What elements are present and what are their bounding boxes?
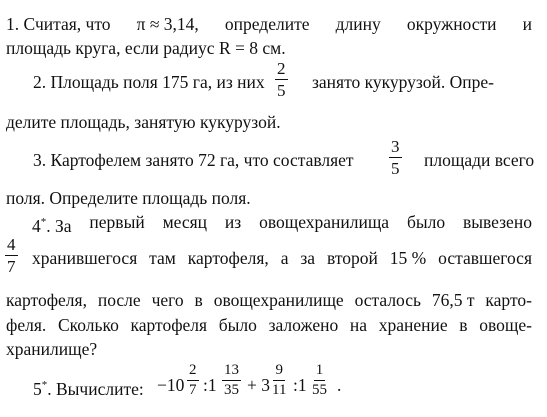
problem-4-fraction (5, 236, 18, 275)
expr-op-1: :1 (203, 375, 217, 395)
word: месяц (162, 212, 208, 232)
problem-3-text-b: площади всего (424, 150, 535, 170)
word: хранение (378, 315, 448, 335)
fraction-numerator: 13 (222, 363, 241, 381)
expr-fraction-1 (187, 363, 199, 398)
fraction-numerator: 2 (187, 363, 199, 381)
word: после (97, 290, 141, 310)
problem-number: 4 (32, 215, 41, 236)
word: в (459, 315, 468, 335)
fraction-denominator: 5 (391, 159, 400, 178)
word: а (280, 248, 289, 268)
word: в (194, 290, 203, 310)
word: окружности (406, 14, 497, 34)
expr-op-3: :1 (293, 375, 307, 395)
problem-2-text-b: занято кукурузой. Опре- (312, 72, 494, 92)
fraction-denominator: 5 (277, 81, 286, 100)
problem-1-line-2: площадь круга, если радиус R = 8 см. (6, 38, 286, 58)
fraction-denominator: 35 (224, 382, 239, 398)
fraction-numerator: 9 (273, 363, 285, 381)
problem-2-text-a: 2. Площадь поля 175 га, из них (33, 72, 265, 92)
word: было (218, 315, 257, 335)
word: картофеля (130, 315, 208, 335)
word: . За (46, 215, 72, 236)
problem-2-line-2: делите площадь, занятую кукурузой. (6, 112, 281, 132)
expr-fraction-2 (222, 363, 241, 398)
expr-minus-ten: −10 (157, 375, 185, 395)
word: овощехранилище (213, 290, 344, 310)
problem-3-text-a: 3. Картофелем занято 72 га, что составляет (33, 150, 354, 170)
word: за (300, 248, 316, 268)
word: π ≈ 3,14, (136, 14, 199, 34)
fraction-denominator: 7 (7, 257, 16, 276)
fraction-numerator: 2 (277, 59, 286, 78)
word: 15 % (389, 248, 427, 268)
word: заложено (268, 315, 339, 335)
word: там (149, 248, 176, 268)
word: 1. Считая, что (6, 14, 111, 34)
problem-3-fraction (389, 138, 402, 177)
expr-end-period: . (337, 375, 342, 395)
word: картофеля, (6, 290, 87, 310)
expr-fraction-3 (272, 363, 286, 398)
fraction-denominator: 11 (272, 382, 287, 398)
fraction-numerator: 1 (314, 363, 326, 381)
star-mark: * (41, 379, 48, 391)
word: картофеля, (187, 248, 269, 268)
word: и (522, 14, 532, 34)
word: хранившегося (32, 248, 138, 268)
word: оставшегося (438, 248, 532, 268)
problem-4-line-5: хранилище? (6, 339, 98, 359)
expr-op-2: + 3 (247, 375, 270, 395)
instruction: . Вычислите: (47, 378, 144, 399)
expr-fraction-4 (312, 363, 327, 398)
word: овоще- (479, 315, 532, 335)
word: Сколько (57, 315, 119, 335)
problem-4-line-4 (6, 315, 532, 335)
fraction-numerator: 4 (7, 235, 16, 254)
word: овощехранилища (259, 212, 390, 232)
word: феля. (6, 315, 47, 335)
word: второй (327, 248, 378, 268)
word: определите (224, 14, 310, 34)
problem-number: 5 (33, 378, 42, 399)
fraction-denominator: 7 (189, 382, 197, 398)
word: первый (89, 212, 145, 232)
word: осталось (354, 290, 421, 310)
star-mark: * (40, 216, 47, 228)
problem-5-label (33, 375, 144, 399)
word: было (406, 212, 446, 232)
problem-2-fraction (275, 60, 288, 99)
word: карто- (485, 290, 532, 310)
problem-4-line-3 (6, 290, 532, 310)
word: вывезено (462, 212, 532, 232)
word: из (224, 212, 242, 232)
fraction-denominator: 55 (312, 382, 327, 398)
problem-3-line-2: поля. Определите площадь поля. (6, 188, 251, 208)
word: чего (151, 290, 184, 310)
problem-4-line-1 (32, 212, 532, 236)
fraction-numerator: 3 (391, 137, 400, 156)
word: на (349, 315, 368, 335)
problem-1-line-1 (6, 14, 532, 34)
word: 76,5 т (431, 290, 475, 310)
word: длину (335, 14, 381, 34)
problem-4-line-2 (32, 248, 532, 268)
